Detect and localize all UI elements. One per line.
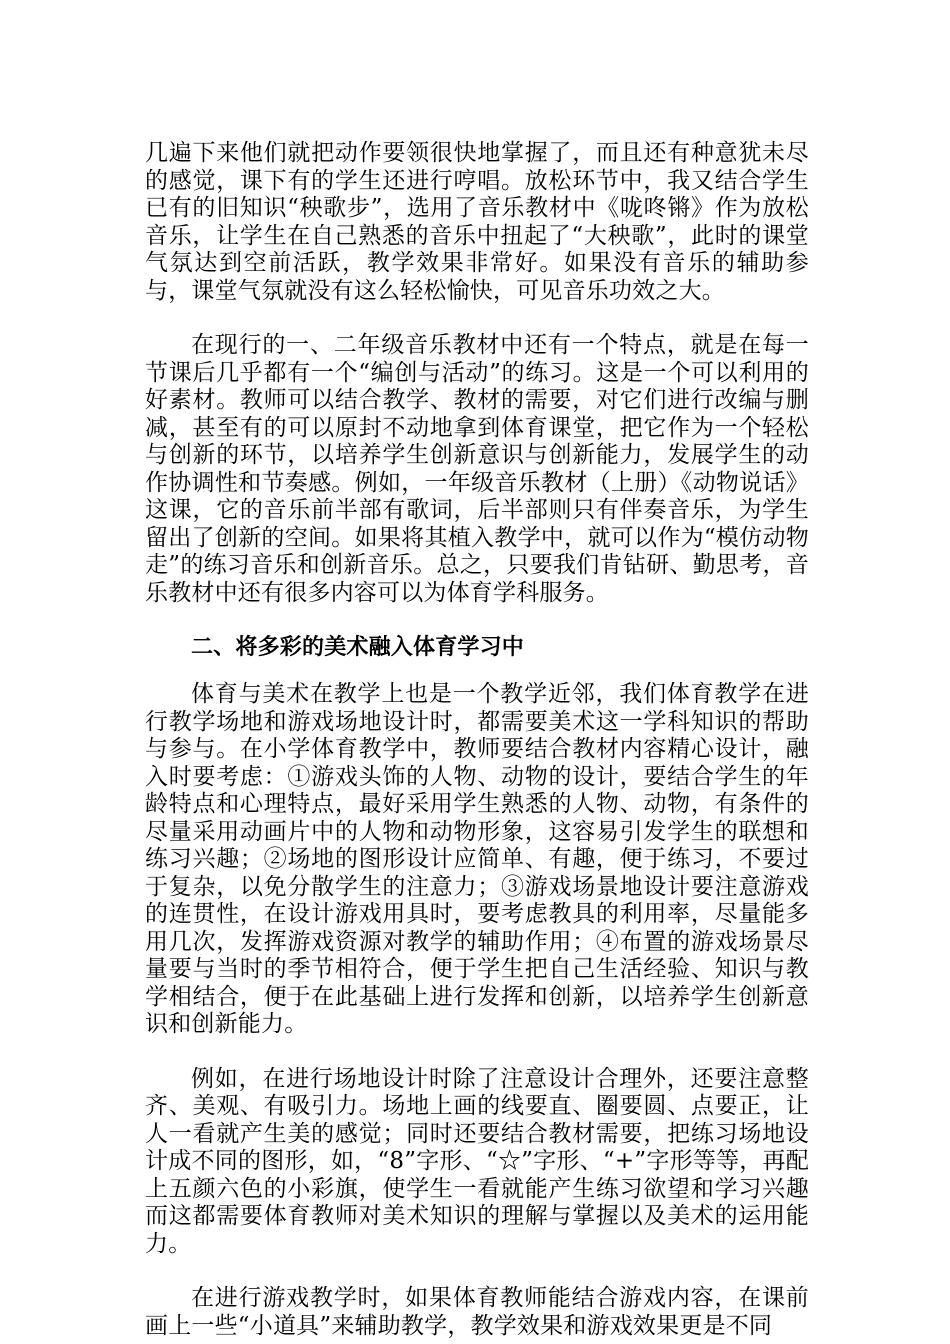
paragraph-art-design: 体育与美术在教学上也是一个教学近邻，我们体育教学在进行教学场地和游戏场地设计时，都需要美术这一学科知识的帮助与参与。在小学体育教学中，教师要结合教材内容精心设计，融入时要考虑：①游戏头饰的人物、动物的设计，要结合学生的年龄特点和心理特点，最好采用学生熟悉的人物、动物，有条件的尽量采用动画片中的人物和动物形象，这容易引发学生的联想和练习兴趣；②场地的图形设计应简单、有趣，便于练习，不要过于复杂，以免分散学生的注意力；③游戏场景地设计要注意游戏的连贯性，在设计游戏用具时，要考虑教具的利用率，尽量能多用几次，发挥游戏资源对教学的辅助作用；④布置的游戏场景尽量要与当时的季节相符合，便于学生把自己生活经验、知识与教学相结合，便于在此基础上进行发挥和创新，以培养学生创新意识和创新能力。	[145, 681, 809, 1037]
section-heading: 二、将多彩的美术融入体育学习中	[191, 635, 525, 660]
document-page	[145, 140, 809, 1340]
paragraph-field-design: 例如，在进行场地设计时除了注意设计合理外，还要注意整齐、美观、有吸引力。场地上画的线要直、圈要圆、点要正，让人一看就产生美的感觉；同时还要结合教材需要，把练习场地设计成不同的图形，如，“8”字形、“☆”字形、“+”字形等等，再配上五颜六色的小彩旗，使学生一看就能产生练习欲望和学习兴趣而这都需要体育教师对美术知识的理解与掌握以及美术的运用能力。	[145, 1065, 809, 1257]
paragraph-music-relaxation: 几遍下来他们就把动作要领很快地掌握了，而且还有种意犹未尽的感觉，课下有的学生还进行哼唱。放松环节中，我又结合学生已有的旧知识“秧歌步”，选用了音乐教材中《咙咚锵》作为放松音乐，让学生在自己熟悉的音乐中扭起了“大秧歌”，此时的课堂气氛达到空前活跃，教学效果非常好。如果没有音乐的辅助参与，课堂气氛就没有这么轻松愉快，可见音乐功效之大。	[145, 140, 809, 304]
paragraph-game-teaching: 在进行游戏教学时，如果体育教师能结合游戏内容，在课前画上一些“小道具”来辅助教学，教学效果和游戏效果更是不同	[145, 1285, 809, 1339]
paragraph-music-textbook: 在现行的一、二年级音乐教材中还有一个特点，就是在每一节课后几乎都有一个“编创与活动”的练习。这是一个可以利用的好素材。教师可以结合教学、教材的需要，对它们进行改编与删减，甚至有的可以原封不动地拿到体育课堂，把它作为一个轻松与创新的环节，以培养学生创新意识与创新能力，发展学生的动作协调性和节奏感。例如，一年级音乐教材（上册）《动物说话》这课，它的音乐前半部有歌词，后半部则只有伴奏音乐，为学生留出了创新的空间。如果将其植入教学中，就可以作为“模仿动物走”的练习音乐和创新音乐。总之，只要我们肯钻研、勤思考，音乐教材中还有很多内容可以为体育学科服务。	[145, 332, 809, 606]
